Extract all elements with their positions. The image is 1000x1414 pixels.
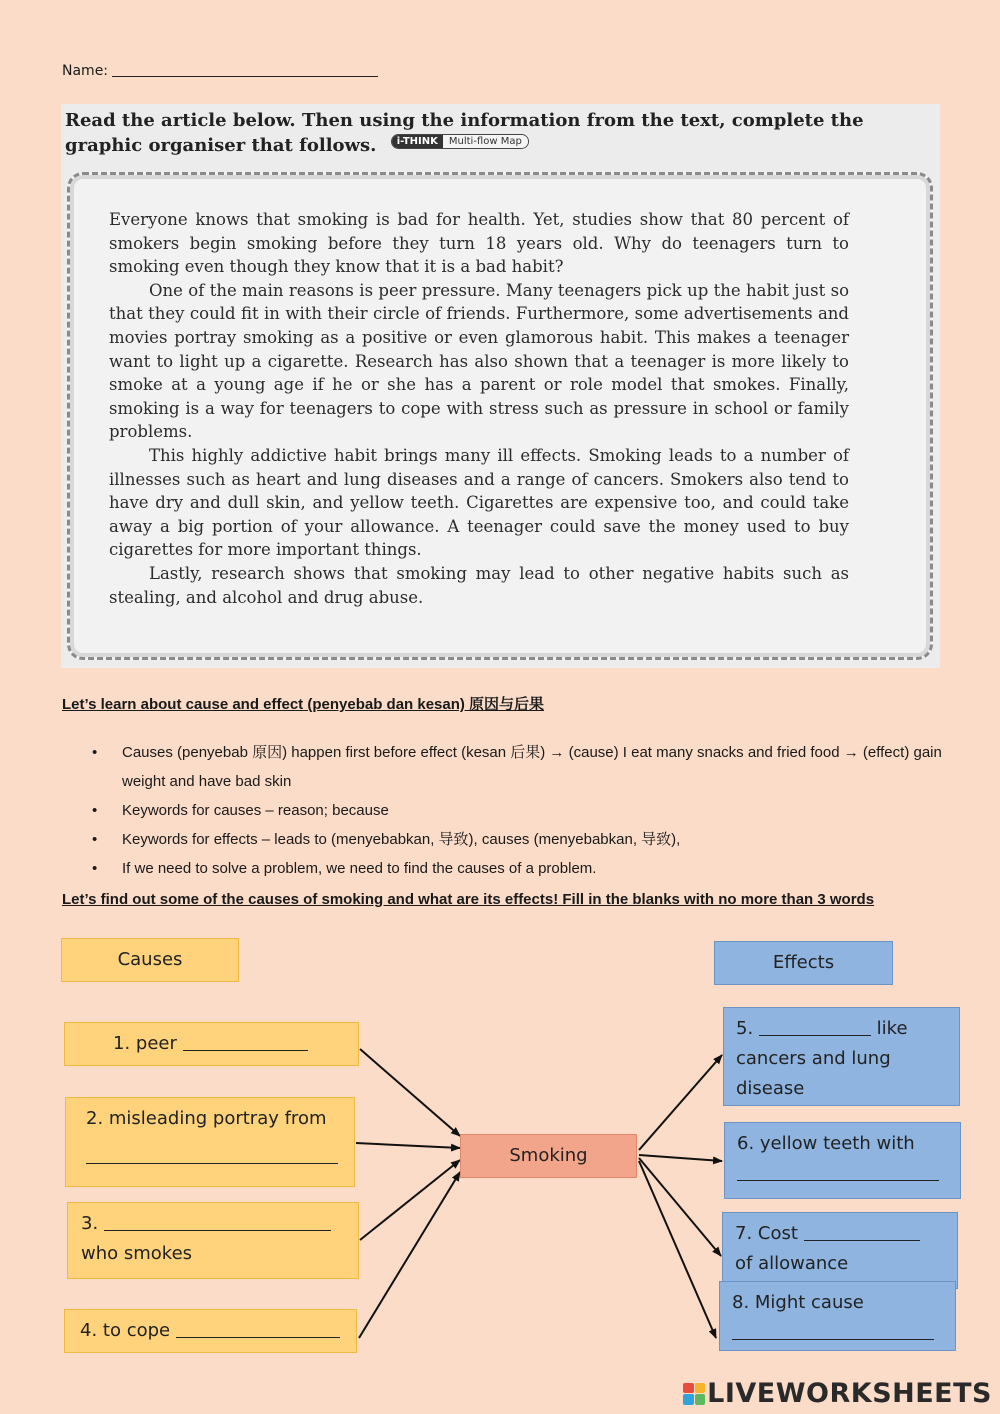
article-paragraph: Lastly, research shows that smoking may lead to other negative habits such as stealing, and alcohol and drug abuse. (109, 563, 849, 607)
effect-8-blank[interactable] (732, 1321, 934, 1340)
arrow-effect-7 (639, 1158, 721, 1256)
effects-header: Effects (714, 941, 893, 985)
effect-5-line2: cancers and lung (736, 1048, 891, 1069)
instruction-text: Read the article below. Then using the information from the text, complete the graphic organiser that follows. (65, 110, 864, 156)
cause-3-number: 3. (81, 1213, 99, 1234)
effect-5-tail: like (876, 1018, 908, 1039)
cause-3-blank[interactable] (104, 1212, 331, 1231)
arrow-cause-3 (360, 1160, 460, 1240)
liveworksheets-logo (683, 1378, 992, 1409)
logo-text: LIVEWORKSHEETS (707, 1378, 992, 1409)
learn-bullet: • If we need to solve a problem, we need to find the causes of a problem. (92, 854, 972, 883)
learn-bullet: • Keywords for causes – reason; because (92, 796, 972, 825)
effect-7-blank[interactable] (804, 1222, 920, 1241)
effect-5-blank[interactable] (759, 1017, 871, 1036)
effect-7-line2: of allowance (735, 1253, 849, 1274)
cause-box-4 (64, 1309, 357, 1353)
effect-box-6 (724, 1122, 961, 1199)
effect-7-text: 7. Cost (735, 1223, 798, 1244)
learn-bullet: • Causes (penyebab 原因) happen first before effect (kesan 后果) → (cause) I eat many snacks and fried food → (effect) gain weight and have bad skin (92, 738, 972, 796)
cause-3-text: who smokes (81, 1243, 193, 1264)
cause-1-text: 1. peer (113, 1033, 177, 1054)
arrow-effect-8 (639, 1161, 716, 1338)
causes-header: Causes (61, 938, 239, 982)
article-paragraph: This highly addictive habit brings many ill effects. Smoking leads to a number of illnesses such as heart and lung diseases and a range of cancers. Smokers also tend to have dry and dull skin, and yellow teeth. Cigarettes are expensive too, and could take away a big portion of your allowance. A teenager could save the money used to buy cigarettes for more important things. (109, 445, 849, 560)
arrow-effect-5 (639, 1055, 722, 1150)
article-paragraph: Everyone knows that smoking is bad for health. Yet, studies show that 80 percent of smokers begin smoking before they turn 18 years old. Why do teenagers turn to smoking even though they know that it is a bad habit? (109, 210, 849, 277)
cause-4-blank[interactable] (176, 1319, 340, 1338)
effect-8-text: 8. Might cause (732, 1292, 864, 1313)
effect-box-8 (719, 1281, 956, 1351)
cause-box-1 (64, 1022, 359, 1066)
ithink-badge-right: Multi-flow Map (443, 135, 528, 148)
ithink-badge-left: i-THINK (392, 135, 443, 148)
effect-5-number: 5. (736, 1018, 754, 1039)
cause-box-3 (67, 1202, 359, 1279)
effect-6-blank[interactable] (737, 1162, 939, 1181)
effect-box-7 (722, 1212, 958, 1289)
arrow-cause-2 (356, 1143, 460, 1148)
cause-box-2 (65, 1097, 355, 1187)
arrow-effect-6 (639, 1155, 722, 1161)
cause-1-blank[interactable] (183, 1032, 308, 1051)
center-smoking-box: Smoking (460, 1134, 637, 1178)
cause-2-blank[interactable] (86, 1145, 338, 1164)
cause-2-text: 2. misleading portray from (86, 1108, 327, 1129)
arrow-cause-4 (359, 1172, 460, 1338)
effect-box-5 (723, 1007, 960, 1106)
article-paragraph: One of the main reasons is peer pressure. Many teenagers pick up the habit just so that they could fit in with their circle of friends. Furthermore, some advertisements and movies portray smoking as a positive or even glamorous habit. This makes a teenager want to light up a cigarette. Research has also shown that a teenager is more likely to smoke at a young age if he or she has a parent or role model that smokes. Finally, smoking is a way for teenagers to cope with stress such as pressure in school or family problems. (109, 280, 849, 442)
logo-mark-icon (683, 1383, 705, 1405)
arrow-cause-1 (360, 1049, 460, 1136)
task-title: Let’s find out some of the causes of smoking and what are its effects! Fill in the blanks with no more than 3 words (62, 891, 875, 908)
learn-title: Let’s learn about cause and effect (penyebab dan kesan) 原因与后果 (62, 696, 545, 713)
effect-5-line3: disease (736, 1078, 805, 1099)
effect-6-text: 6. yellow teeth with (737, 1133, 915, 1154)
name-label: Name: (62, 63, 109, 79)
cause-4-text: 4. to cope (80, 1320, 171, 1341)
learn-bullet: • Keywords for effects – leads to (menyebabkan, 导致), causes (menyebabkan, 导致), (92, 825, 972, 854)
